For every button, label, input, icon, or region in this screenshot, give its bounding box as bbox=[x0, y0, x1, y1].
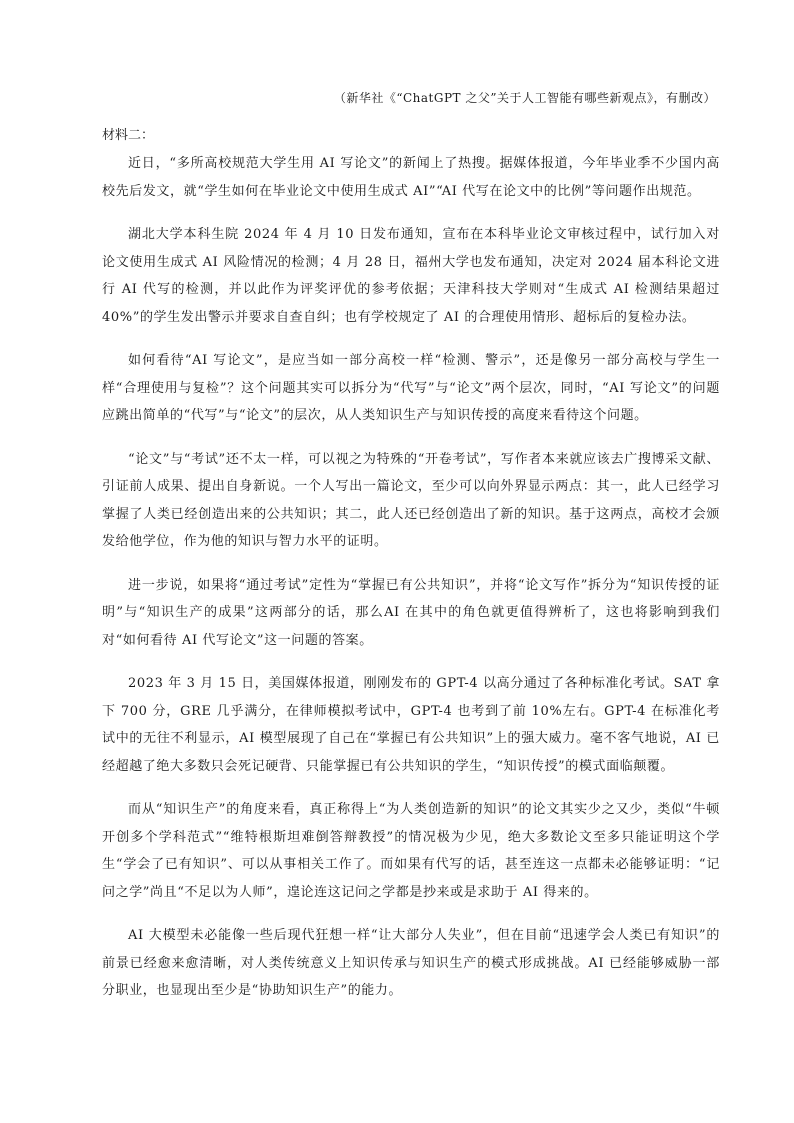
paragraph: 进一步说，如果将“通过考试”定性为“掌握已有公共知识”，并将“论文写作”拆分为“知识传授的证明”与“知识生产的成果”这两部分的话，那么AI 在其中的角色就更值得辨析了，这也将影响到我们对“如何看待 AI 代写论文”这一问题的答案。 bbox=[102, 577, 720, 648]
source-citation: （新华社《“ChatGPT 之父”关于人工智能有哪些新观点》，有删改） bbox=[333, 91, 716, 105]
paragraph: 如何看待“AI 写论文”，是应当如一部分高校一样“检测、警示”，还是像另一部分高校与学生一样“合理使用与复检”？这个问题其实可以拆分为“代写”与“论文”两个层次，同时，“AI 写论文”的问题应跳出简单的“代写”与“论文”的层次，从人类知识生产与知识传授的高度来看待这个问题。 bbox=[102, 353, 720, 423]
paragraph: “论文”与“考试”还不太一样，可以视之为特殊的“开卷考试”，写作者本来就应该去广搜博采文献、引证前人成果、提出自身新说。一个人写出一篇论文，至少可以向外界显示两点：其一，此人已经学习掌握了人类已经创造出来的公共知识；其二，此人还已经创造出了新的知识。基于这两点，高校才会颁发给他学位，作为他的知识与智力水平的证明。 bbox=[102, 451, 720, 549]
paragraph: AI 大模型未必能像一些后现代狂想一样“让大部分人失业”，但在目前“迅速学会人类已有知识”的前景已经愈来愈清晰，对人类传统意义上知识传承与知识生产的模式形成挑战。AI 已经能够威胁一部分职业，也显现出至少是“协助知识生产”的能力。 bbox=[102, 928, 720, 998]
paragraph: 2023 年 3 月 15 日，美国媒体报道，刚刚发布的 GPT-4 以高分通过了各种标准化考试。SAT 拿下 700 分，GRE 几乎满分，在律师模拟考试中，GPT-4 也考到了前 10%左右。GPT-4 在标准化考试中的无往不利显示，AI 模型展现了自己在“掌握已有公共知识”上的强大威力。毫不客气地说，AI 已经超越了绝大多数只会死记硬背、只能掌握已有公共知识的学生，“知识传授”的模式面临颠覆。 bbox=[102, 676, 720, 774]
article-body bbox=[102, 150, 720, 1021]
material-label: 材料二： bbox=[102, 128, 155, 143]
paragraph: 而从“知识生产”的角度来看，真正称得上“为人类创造新的知识”的论文其实少之又少，类似“牛顿开创多个学科范式”“维特根斯坦难倒答辩教授”的情况极为少见，绝大多数论文至多只能证明这个学生“学会了已有知识”、可以从事相关工作了。而如果有代写的话，甚至连这一点都未必能够证明：“记问之学”尚且“不足以为人师”，遑论连这记问之学都是抄来或是求助于 AI 得来的。 bbox=[102, 802, 720, 900]
paragraph: 近日，“多所高校规范大学生用 AI 写论文”的新闻上了热搜。据媒体报道，今年毕业季不少国内高校先后发文，就“学生如何在毕业论文中使用生成式 AI”“AI 代写在论文中的比例”等问题作出规范。 bbox=[102, 156, 720, 199]
paragraph: 湖北大学本科生院 2024 年 4 月 10 日发布通知，宣布在本科毕业论文审核过程中，试行加入对论文使用生成式 AI 风险情况的检测；4 月 28 日，福州大学也发布通知，决定对 2024 届本科论文进行 AI 代写的检测，并以此作为评奖评优的参考依据；天津科技大学则对“生成式 AI 检测结果超过 40%”的学生发出警示并要求自查自纠；也有学校规定了 AI 的合理使用情形、超标后的复检办法。 bbox=[102, 227, 720, 325]
